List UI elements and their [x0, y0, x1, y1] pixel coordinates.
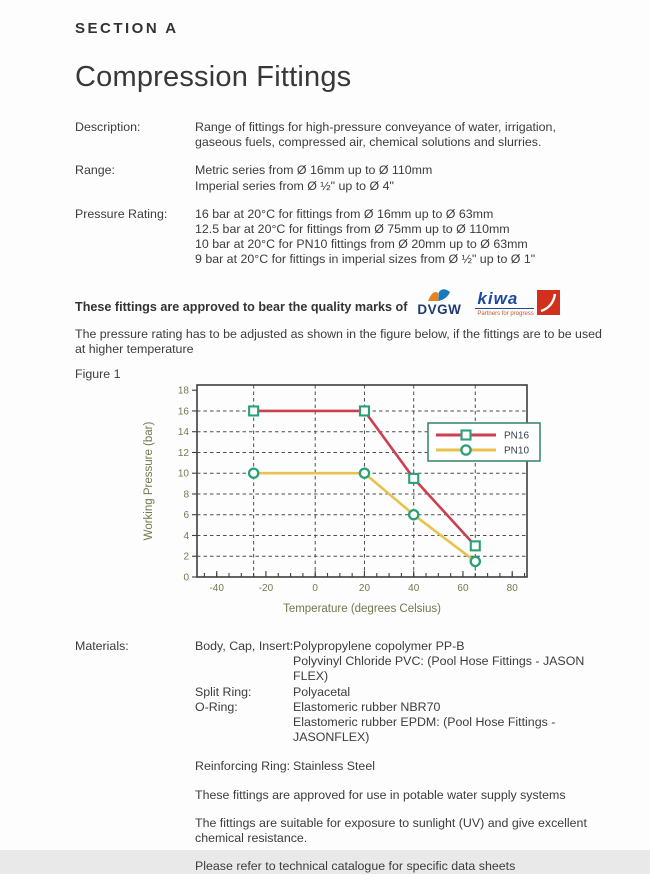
svg-text:40: 40 [408, 583, 420, 595]
figure-label: Figure 1 [75, 367, 121, 382]
spec-label: Range: [75, 163, 115, 178]
spec-line: gaseous fuels, compressed air, chemical solutions and slurries. [195, 135, 542, 150]
svg-text:12: 12 [177, 447, 189, 459]
section-label: SECTION A [75, 20, 179, 37]
material-part: Body, Cap, Insert: [195, 639, 294, 654]
svg-text:PN16: PN16 [504, 430, 530, 442]
note-uv-chemical: The fittings are suitable for exposure to sunlight (UV) and give excellent chemical resistance. [195, 815, 587, 846]
svg-text:Temperature (degrees Celsius): Temperature (degrees Celsius) [283, 603, 441, 616]
material-value: Elastomeric rubber NBR70 [293, 699, 441, 714]
material-part: Split Ring: [195, 684, 252, 699]
svg-text:0: 0 [183, 572, 189, 584]
adjustment-note: The pressure rating has to be adjusted as shown in the figure below, if the fittings are to be used at higher temperature [75, 326, 602, 356]
notes [195, 788, 612, 874]
approval-text: These fittings are approved to bear the quality marks of [75, 299, 408, 314]
svg-text:2: 2 [183, 551, 189, 563]
dvgw-logo-text: DVGW [417, 302, 462, 318]
note-potable-water: These fittings are approved for use in potable water supply systems [195, 787, 566, 802]
kiwa-tagline: Partners for progress [477, 310, 534, 317]
svg-text:14: 14 [177, 427, 189, 439]
materials-table [75, 639, 612, 775]
spec-label: Pressure Rating: [75, 206, 168, 221]
dvgw-logo [417, 287, 461, 317]
material-row [195, 639, 612, 685]
material-value: Polypropylene copolymer PP-B [293, 639, 465, 654]
svg-text:PN10: PN10 [504, 445, 530, 457]
svg-text:18: 18 [177, 385, 189, 397]
chart-canvas [140, 365, 560, 623]
note-catalogue: Please refer to technical catalogue for specific data sheets [195, 859, 516, 874]
svg-text:80: 80 [506, 583, 518, 595]
svg-text:20: 20 [358, 583, 371, 595]
svg-text:16: 16 [177, 406, 189, 418]
spec-line: Metric series from Ø 16mm up to Ø 110mm [195, 163, 433, 178]
material-value: Polyacetal [293, 684, 351, 699]
svg-text:10: 10 [177, 468, 189, 480]
kiwa-logo [475, 290, 559, 317]
figure-row [75, 365, 612, 627]
material-value: Elastomeric rubber EPDM: (Pool Hose Fittings - JASONFLEX) [293, 715, 556, 745]
svg-text:-40: -40 [209, 583, 224, 595]
material-row [195, 759, 612, 774]
kiwa-logo-text: kiwa [475, 290, 533, 309]
spec-label: Description: [75, 120, 141, 134]
approval-row [75, 281, 612, 317]
svg-text:60: 60 [457, 583, 469, 595]
spec-row-description [75, 120, 612, 150]
spec-line: 12.5 bar at 20°C for fittings from Ø 75mm up to Ø 110mm [195, 222, 510, 237]
spec-line: Imperial series from Ø ½" up to Ø 4" [195, 178, 394, 193]
kiwa-box-icon [537, 290, 560, 315]
svg-text:4: 4 [183, 531, 189, 543]
page-title: Compression Fittings [75, 61, 352, 93]
spec-table [75, 120, 612, 268]
svg-text:0: 0 [312, 583, 318, 595]
material-row [195, 700, 612, 746]
svg-text:-20: -20 [258, 583, 274, 595]
svg-text:Working Pressure (bar): Working Pressure (bar) [143, 421, 155, 541]
spec-line: 10 bar at 20°C for PN10 fittings from Ø 20mm up to Ø 63mm [195, 237, 528, 252]
dvgw-flame-icon [426, 287, 452, 302]
spec-line: 9 bar at 20°C for fittings in imperial sizes from Ø ½" up to Ø 1" [195, 252, 536, 267]
pressure-derating-chart [140, 365, 560, 627]
material-row [195, 685, 612, 700]
spec-line: Range of fittings for high-pressure conveyance of water, irrigation, [195, 120, 556, 134]
spec-row-range [75, 163, 612, 193]
spec-row-pressure-rating [75, 207, 612, 268]
svg-text:6: 6 [183, 510, 189, 522]
materials-label: Materials: [75, 639, 129, 654]
svg-text:8: 8 [183, 489, 189, 501]
material-value: Stainless Steel [293, 759, 375, 774]
material-part: O-Ring: [195, 699, 238, 714]
spec-line: 16 bar at 20°C for fittings from Ø 16mm up to Ø 63mm [195, 206, 494, 221]
material-part: Reinforcing Ring: [195, 759, 291, 774]
material-value: Polyvinyl Chloride PVC: (Pool Hose Fittings - JASON FLEX) [293, 654, 585, 684]
